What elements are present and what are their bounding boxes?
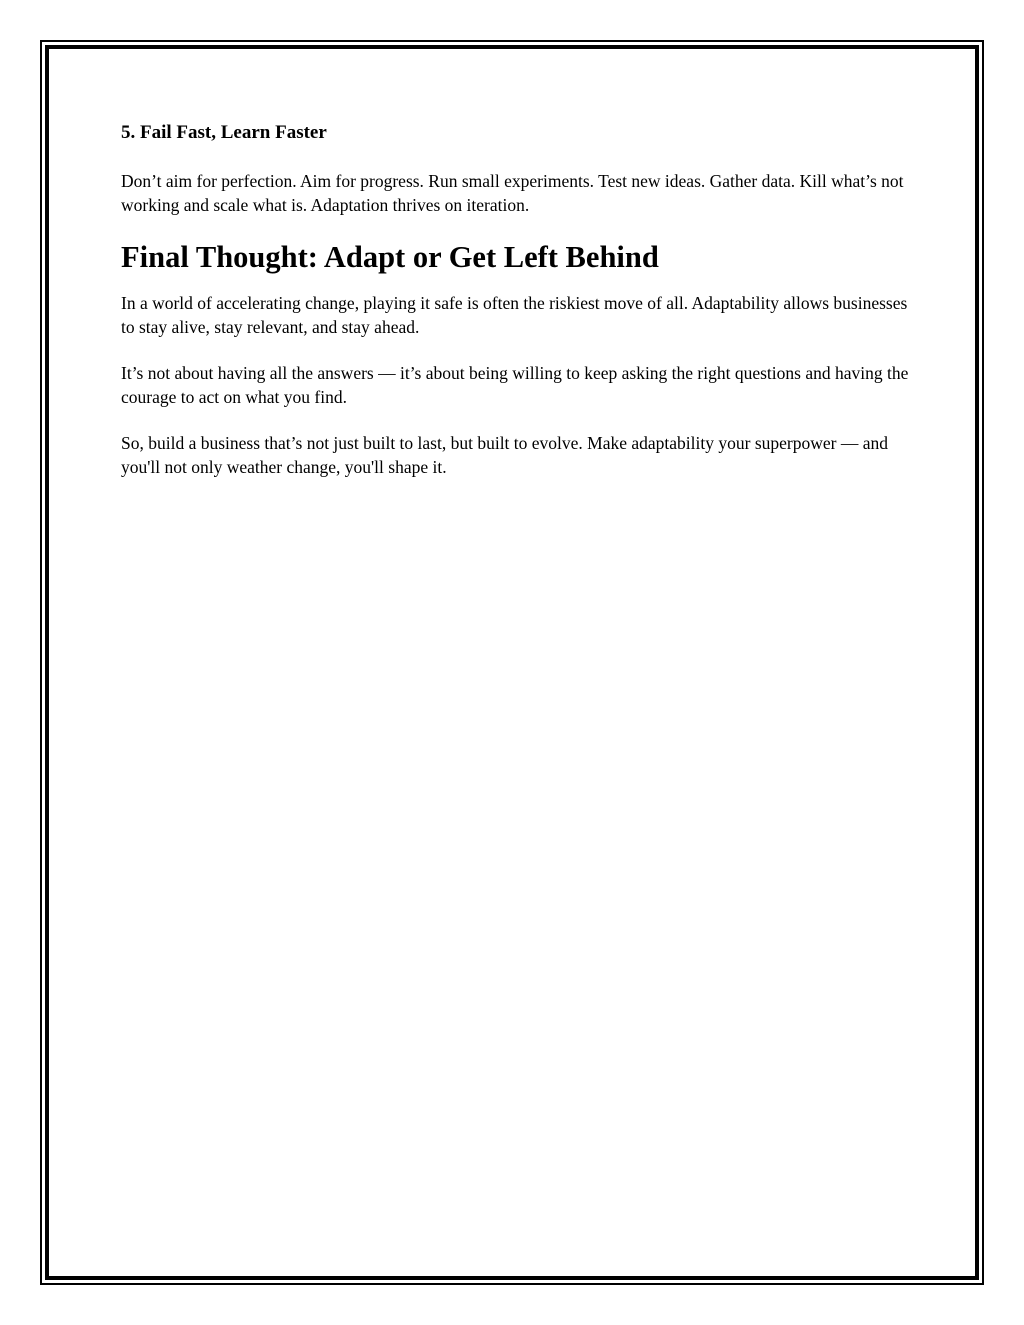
final-thought-heading: Final Thought: Adapt or Get Left Behind [121, 240, 659, 274]
page-content [121, 120, 911, 501]
final-paragraph-1: In a world of accelerating change, playing it safe is often the riskiest move of all. Adaptability allows businesses to stay alive, stay relevant, and stay ahead. [121, 293, 908, 337]
final-paragraph-3: So, build a business that’s not just built to last, but built to evolve. Make adaptability your superpower — and you'll not only weather change, you'll shape it. [121, 433, 888, 477]
section-subheading: 5. Fail Fast, Learn Faster [121, 122, 327, 143]
section-paragraph: Don’t aim for perfection. Aim for progress. Run small experiments. Test new ideas. Gather data. Kill what’s not working and scale what is. Adaptation thrives on iteration. [121, 171, 904, 215]
final-paragraph-2: It’s not about having all the answers — it’s about being willing to keep asking the right questions and having the courage to act on what you find. [121, 363, 909, 407]
